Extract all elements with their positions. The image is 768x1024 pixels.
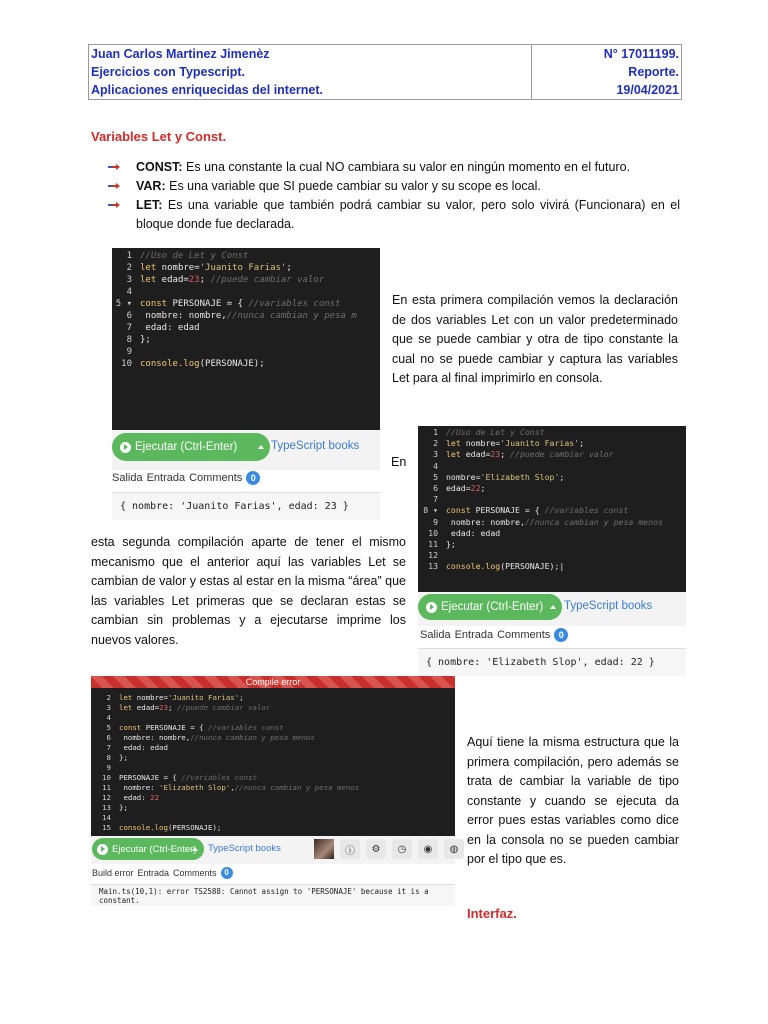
bullet-text: Es una variable que SI puede cambiar su valor y su scope es local. — [165, 179, 541, 193]
compile-error-banner: Compile error — [91, 676, 455, 688]
code-line[interactable] — [418, 516, 686, 528]
code-line[interactable] — [418, 426, 686, 438]
line-number: 9 — [433, 516, 438, 527]
code-line[interactable] — [112, 310, 380, 322]
code-editor-3[interactable] — [91, 688, 455, 836]
code-text: const PERSONAJE = { //variables const — [119, 723, 284, 732]
bullet-const — [110, 158, 680, 177]
bullet-text: Es una variable que también podrá cambiar su valor, pero solo vivirá (Funcionara) en el bloque donde fue declarada. — [136, 198, 680, 231]
line-number: 5 — [106, 723, 111, 732]
code-text: edad: edad — [446, 527, 501, 538]
code-text: let nombre='Juanito Farias'; — [140, 263, 292, 273]
line-number: 13 — [102, 803, 111, 812]
header-right-cell — [532, 45, 682, 100]
line-number: 15 — [102, 823, 111, 832]
code-line[interactable] — [91, 822, 455, 834]
bullet-term: CONST: — [136, 160, 183, 174]
code-line[interactable] — [112, 322, 380, 334]
document-date: 19/04/2021 — [616, 83, 679, 97]
code-line[interactable] — [112, 262, 380, 274]
play-icon — [97, 844, 108, 855]
output-text: { nombre: 'Juanito Farias', edad: 23 } — [120, 501, 349, 512]
typescript-books-link[interactable]: TypeScript books — [564, 600, 653, 612]
code-editor-2[interactable] — [418, 426, 686, 592]
typescript-books-link[interactable]: TypeScript books — [271, 440, 360, 452]
bullet-term: VAR: — [136, 179, 166, 193]
console-output-1 — [112, 492, 380, 520]
play-icon — [120, 442, 131, 453]
code-text: let edad=23; //puede cambiar valor — [119, 703, 271, 712]
github-icon[interactable]: ◉ — [418, 839, 438, 859]
interfaz-title: Interfaz. — [467, 906, 517, 921]
arrow-bullet-icon — [108, 199, 120, 211]
line-number: 4 — [126, 287, 132, 297]
code-line[interactable] — [418, 437, 686, 449]
assignment-title: Ejercicios con Typescript. — [91, 65, 245, 79]
document-type: Reporte. — [628, 65, 679, 79]
caret-up-icon — [550, 605, 556, 609]
code-line[interactable] — [112, 250, 380, 262]
code-text: let nombre='Juanito Farias'; — [446, 438, 585, 449]
toolbar-icons — [314, 839, 464, 859]
arrow-bullet-icon — [108, 180, 120, 192]
paragraph-second-lead: En — [391, 455, 407, 469]
header-left-cell — [89, 45, 532, 100]
line-number: 11 — [428, 539, 438, 549]
tab-output[interactable]: Salida — [420, 629, 451, 641]
code-text: nombre='Elizabeth Slop'; — [446, 471, 565, 482]
bullet-var — [110, 177, 680, 196]
user-avatar[interactable] — [314, 839, 334, 859]
code-text: }; — [119, 803, 128, 812]
code-line[interactable] — [418, 527, 686, 539]
run-button[interactable] — [418, 594, 562, 620]
code-text: console.log(PERSONAJE);| — [446, 561, 565, 572]
line-number: 9 — [106, 763, 111, 772]
line-number: 2 — [106, 693, 111, 702]
code-text: PERSONAJE = { //variables const — [119, 773, 257, 782]
arrow-bullet-icon — [108, 161, 120, 173]
line-number: 1 — [433, 427, 438, 437]
code-text: let nombre='Juanito Farias'; — [119, 693, 244, 702]
bullet-term: LET: — [136, 198, 163, 212]
line-number: 5 — [433, 471, 438, 482]
code-text: //Uso de Let y Const — [446, 427, 545, 437]
output-tabs-3 — [92, 867, 233, 879]
line-number: 7 — [106, 743, 111, 752]
code-text: edad=22; — [446, 483, 486, 493]
code-line[interactable] — [112, 346, 380, 358]
code-text: nombre: nombre,//nunca cambian y pesa menos — [119, 733, 315, 742]
code-text: const PERSONAJE = { //variables const — [446, 505, 629, 516]
code-line[interactable] — [112, 286, 380, 298]
code-line[interactable] — [112, 358, 380, 370]
section-title: Variables Let y Const. — [91, 129, 227, 144]
tab-comments[interactable]: Comments — [173, 868, 217, 878]
code-line[interactable] — [112, 334, 380, 346]
paragraph-third-compilation: Aquí tiene la misma estructura que la primera compilación, pero además se trata de cambiar la variable de tipo constante y cuando se ejecuta da error pues estas variables como dice en la consola no se pueden cambiar por el tipo que es. — [467, 735, 679, 866]
line-number: 12 — [102, 793, 111, 802]
student-number: N° 17011199. — [603, 47, 679, 61]
code-text: let edad=23; //puede cambiar valor — [446, 449, 614, 460]
comments-count-badge: 0 — [554, 628, 568, 642]
run-button[interactable] — [92, 838, 204, 860]
code-text: nombre: 'Elizabeth Slop',//nunca cambian y pesa menos — [119, 783, 360, 792]
code-line[interactable] — [418, 549, 686, 561]
console-output-2 — [418, 648, 686, 676]
line-number: 10 — [428, 527, 438, 538]
tab-output[interactable]: Salida — [112, 472, 143, 484]
code-text: let edad=23; //puede cambiar valor — [140, 275, 325, 285]
line-number: 14 — [102, 813, 111, 822]
typescript-books-link[interactable]: TypeScript books — [208, 843, 281, 854]
code-line[interactable] — [418, 504, 686, 516]
globe-icon[interactable]: ◍ — [444, 839, 464, 859]
line-number: 6 — [433, 483, 438, 493]
code-text: nombre: nombre,//nunca cambian y pesa m — [140, 311, 357, 321]
code-line[interactable] — [112, 298, 380, 310]
code-text: }; — [140, 335, 151, 345]
code-text: edad: 22 — [119, 793, 160, 802]
code-text: const PERSONAJE = { //variables const — [140, 299, 341, 309]
code-text: console.log(PERSONAJE); — [119, 823, 222, 832]
run-button-label: Ejecutar (Ctrl-Enter) — [135, 441, 238, 453]
course-name: Aplicaciones enriquecidas del internet. — [91, 83, 324, 97]
line-number: 8 — [106, 753, 111, 762]
code-editor-1[interactable] — [112, 248, 380, 430]
caret-up-icon — [192, 847, 198, 851]
line-number: 10 — [121, 359, 132, 369]
code-text: edad: edad — [119, 743, 168, 752]
clock-icon[interactable]: ◷ — [392, 839, 412, 859]
code-text: console.log(PERSONAJE); — [140, 359, 265, 369]
author-name: Juan Carlos Martinez Jimenèz — [91, 47, 270, 61]
document-header — [88, 44, 682, 100]
line-number: 11 — [102, 783, 111, 792]
code-line[interactable] — [418, 493, 686, 505]
line-number: 4 — [106, 713, 111, 722]
line-number: 7 — [433, 494, 438, 505]
output-text: { nombre: 'Elizabeth Slop', edad: 22 } — [426, 657, 655, 668]
console-output-3 — [91, 884, 455, 906]
comments-count-badge: 0 — [246, 471, 260, 485]
bullet-text: Es una constante la cual NO cambiara su valor en ningún momento en el futuro. — [182, 160, 631, 174]
line-number: 6 — [126, 311, 132, 321]
code-line[interactable] — [418, 560, 686, 572]
tab-input[interactable]: Entrada — [454, 629, 494, 641]
paragraph-first-compilation: En esta primera compilación vemos la declaración de dos variables Let con un valor predeterminado que se puede cambiar y otra de tipo constante la cual no se puede cambiar y captura las variables Let para al final imprimirlo en consola. — [392, 293, 678, 385]
tab-comments[interactable]: Comments — [189, 472, 243, 484]
line-number: 6 — [106, 733, 111, 742]
code-line[interactable] — [112, 274, 380, 286]
line-number: 4 — [433, 460, 438, 471]
line-number: 3 — [126, 275, 132, 285]
bullet-let — [110, 196, 680, 234]
line-number: 5 ▾ — [115, 299, 132, 309]
code-text: }; — [446, 539, 456, 549]
caret-up-icon — [258, 445, 264, 449]
code-text: edad: edad — [140, 323, 200, 333]
tab-input[interactable]: Entrada — [137, 868, 170, 878]
output-tabs-2 — [420, 628, 568, 642]
run-button[interactable] — [112, 433, 270, 461]
line-number: 8 — [126, 335, 132, 345]
line-number: 1 — [126, 251, 132, 261]
tab-comments[interactable]: Comments — [497, 629, 551, 641]
line-number: 8 ▾ — [423, 505, 438, 516]
paragraph-second-compilation: esta segunda compilación aparte de tener el mismo mecanismo que el anterior aquí las variables Let se cambian de valor y estas al estar en la misma “área” que las variables Let primeras que se declaran estas se cambian sin problemas y a ejecutarse imprime los nuevos valores. — [91, 535, 406, 647]
line-number: 10 — [102, 773, 111, 782]
line-number: 13 — [428, 561, 438, 572]
code-line[interactable] — [418, 482, 686, 494]
comments-count-badge: 0 — [221, 867, 233, 879]
tab-build-error[interactable]: Build error — [92, 868, 134, 878]
play-icon — [426, 602, 437, 613]
output-tabs-1 — [112, 471, 260, 485]
line-number: 3 — [106, 703, 111, 712]
code-line[interactable] — [418, 538, 686, 550]
line-number: 2 — [126, 263, 132, 273]
gear-icon[interactable]: ⚙ — [366, 839, 386, 859]
line-number: 12 — [428, 550, 438, 561]
tab-input[interactable]: Entrada — [146, 472, 186, 484]
code-line[interactable] — [418, 471, 686, 483]
code-line[interactable] — [418, 460, 686, 472]
code-line[interactable] — [418, 448, 686, 460]
run-button-label: Ejecutar (Ctrl-Enter) — [441, 601, 544, 613]
code-text: //Uso de Let y Const — [140, 251, 249, 261]
run-button-label: Ejecutar (Ctrl-Enter) — [112, 843, 197, 855]
line-number: 9 — [126, 347, 132, 357]
info-icon[interactable]: ⓘ — [340, 839, 360, 859]
line-number: 2 — [433, 438, 438, 449]
code-text: nombre: nombre,//nunca cambian y pesa menos — [446, 516, 663, 527]
line-number: 3 — [433, 449, 438, 460]
line-number: 7 — [126, 323, 132, 333]
error-text: Main.ts(10,1): error TS2588: Cannot assign to 'PERSONAJE' because it is a constant. — [99, 886, 429, 905]
code-text: }; — [119, 753, 128, 762]
